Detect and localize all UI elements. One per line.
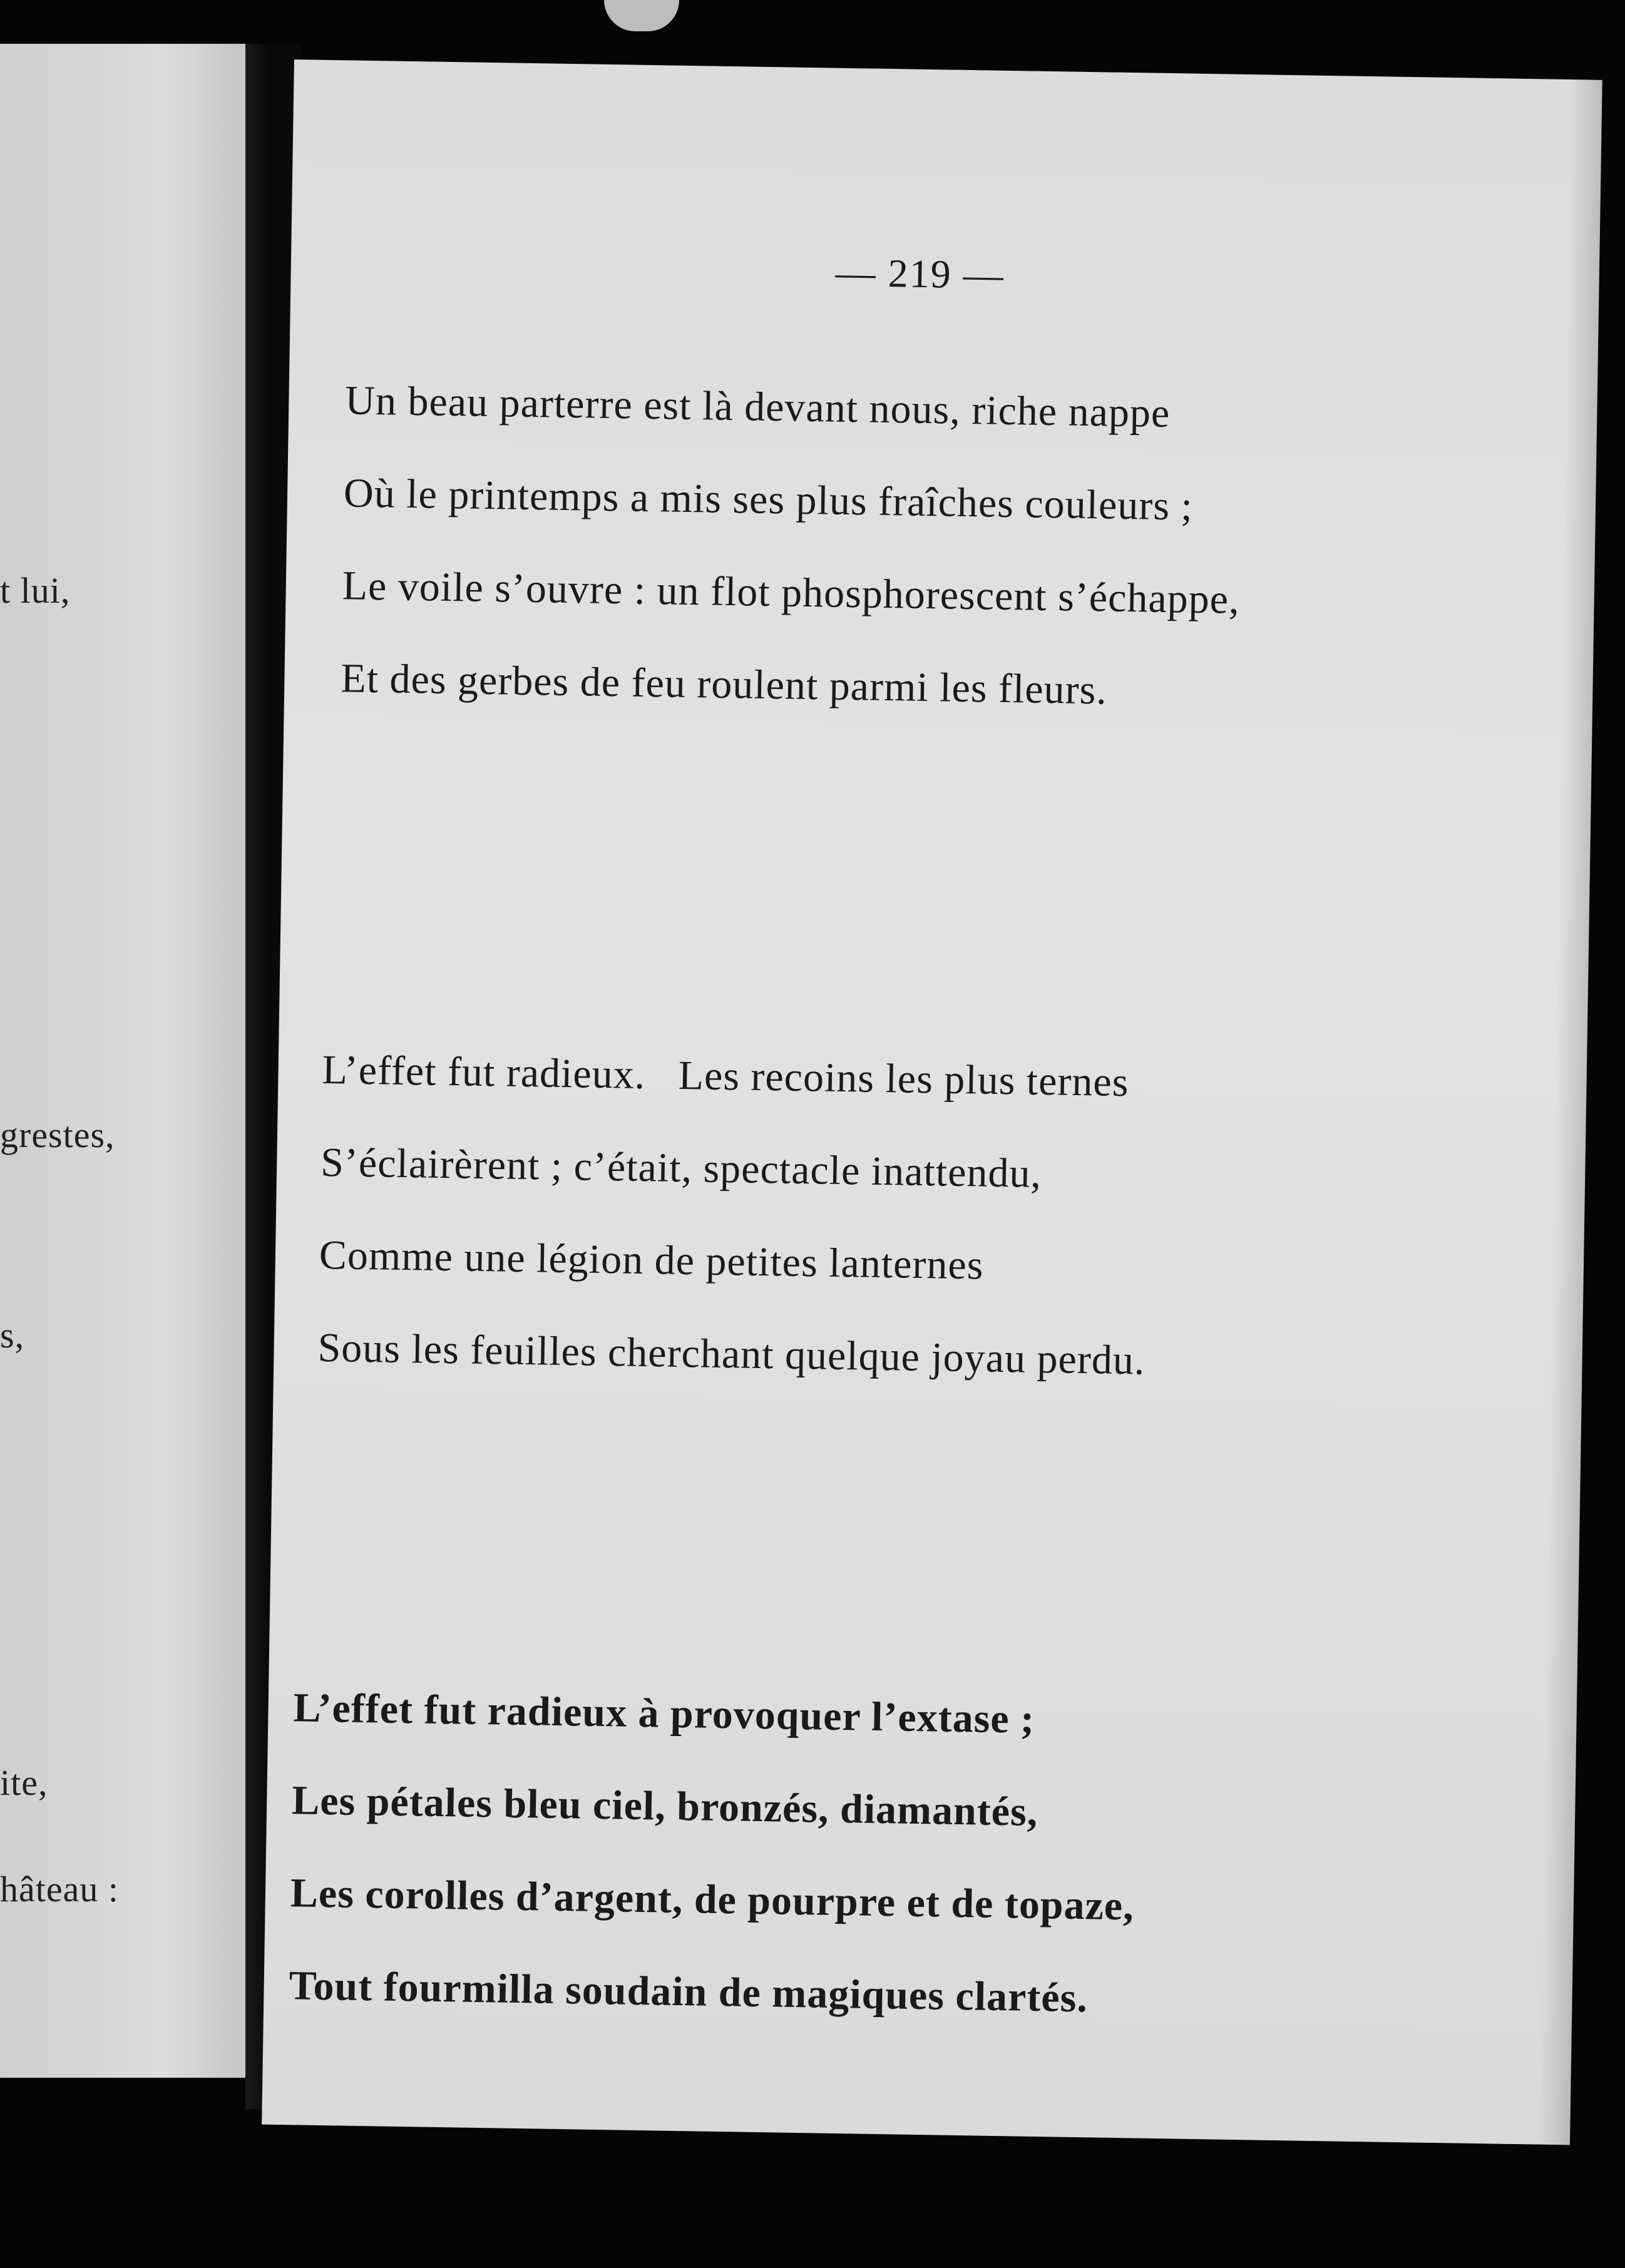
page-number: — 219 —	[835, 250, 1005, 297]
verse-line: Un beau parterre est là devant nous, riche nappe	[344, 377, 1171, 437]
verse-line: L’effet fut radieux à provoquer l’extase ;	[293, 1685, 1035, 1742]
verse-line: Les corolles d’argent, de pourpre et de topaze,	[290, 1870, 1135, 1929]
stanza	[317, 1024, 1481, 1412]
previous-page	[0, 44, 275, 2078]
scan-artifact	[604, 0, 679, 31]
verse-line: Le voile s’ouvre : un flot phosphorescent s’échappe,	[342, 563, 1241, 623]
verse-line: Où le printemps a mis ses plus fraîches couleurs ;	[343, 470, 1194, 529]
left-line-fragment: t lui,	[0, 570, 71, 611]
stanza	[340, 354, 1504, 743]
left-line-fragment: ite,	[0, 1762, 48, 1803]
verse-line: Sous les feuilles cherchant quelque joyau perdu.	[317, 1324, 1146, 1384]
verse-line: Les pétales bleu ciel, bronzés, diamantés,	[291, 1777, 1038, 1836]
verse-line: L’effet fut radieux. Les recoins les plus ternes	[322, 1046, 1130, 1106]
stanza	[288, 1662, 1452, 2050]
verse-line: Tout fourmilla soudain de magiques clartés.	[289, 1963, 1089, 2021]
left-line-fragment: s,	[0, 1315, 25, 1356]
left-line-fragment: grestes,	[0, 1115, 115, 1155]
page-edge-shadow	[1539, 79, 1602, 2145]
verse-line: Comme une légion de petites lanternes	[319, 1232, 984, 1289]
page	[262, 59, 1602, 2145]
left-line-fragment: hâteau :	[0, 1869, 119, 1909]
verse-line: S’éclairèrent ; c’était, spectacle inattendu,	[320, 1139, 1042, 1197]
verse-line: Et des gerbes de feu roulent parmi les fleurs.	[340, 655, 1108, 713]
